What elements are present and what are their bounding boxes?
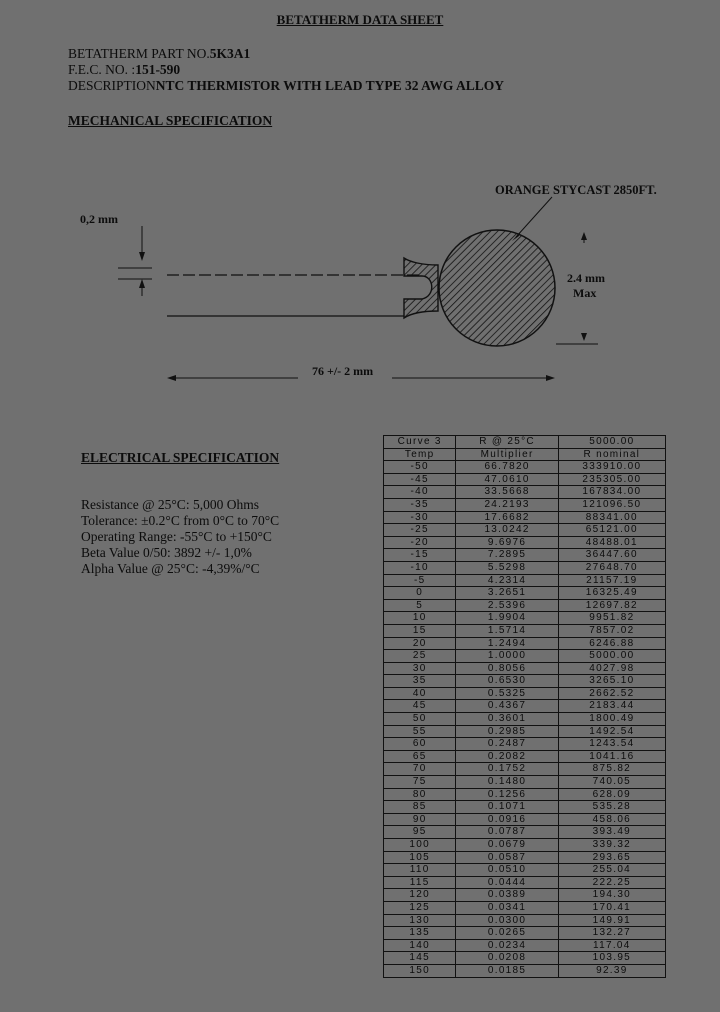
table-row	[384, 713, 666, 726]
table-row	[384, 813, 666, 826]
temp-cell: -50	[384, 461, 456, 474]
part-number-label: BETATHERM PART NO.	[68, 46, 210, 61]
column-header: Temp	[384, 448, 456, 461]
temp-cell: 145	[384, 952, 456, 965]
temp-cell: 55	[384, 725, 456, 738]
temp-cell: 120	[384, 889, 456, 902]
r-nominal-cell: 7857.02	[558, 624, 665, 637]
r-nominal-cell: 149.91	[558, 914, 665, 927]
table-row	[384, 864, 666, 877]
table-row	[384, 675, 666, 688]
r-nominal-cell: 393.49	[558, 826, 665, 839]
spec-operating-range: Operating Range: -55°C to +150°C	[81, 529, 272, 544]
multiplier-cell: 47.0610	[456, 473, 558, 486]
bead-diameter-note: Max	[573, 286, 597, 300]
temp-cell: 100	[384, 839, 456, 852]
multiplier-cell: 1.9904	[456, 612, 558, 625]
multiplier-cell: 0.0234	[456, 939, 558, 952]
table-row	[384, 662, 666, 675]
spec-beta-value: Beta Value 0/50: 3892 +/- 1,0%	[81, 545, 252, 560]
part-number-value: 5K3A1	[209, 46, 251, 61]
table-row	[384, 952, 666, 965]
multiplier-cell: 0.1480	[456, 776, 558, 789]
table-row	[384, 876, 666, 889]
lead-dimension-marks	[118, 226, 152, 296]
table-row	[384, 486, 666, 499]
r-nominal-cell: 65121.00	[558, 524, 665, 537]
r-nominal-cell: 16325.49	[558, 587, 665, 600]
r-nominal-cell: 88341.00	[558, 511, 665, 524]
table-row	[384, 927, 666, 940]
table-row	[384, 914, 666, 927]
page-title: BETATHERM DATA SHEET	[276, 12, 444, 27]
multiplier-cell: 0.1752	[456, 763, 558, 776]
r-nominal-cell: 27648.70	[558, 561, 665, 574]
multiplier-cell: 0.2985	[456, 725, 558, 738]
curve-cell: Curve 3	[384, 436, 456, 449]
table-row	[384, 788, 666, 801]
multiplier-cell: 0.0587	[456, 851, 558, 864]
temp-cell: 140	[384, 939, 456, 952]
r-nominal-cell: 12697.82	[558, 599, 665, 612]
multiplier-cell: 9.6976	[456, 536, 558, 549]
temp-cell: 5	[384, 599, 456, 612]
r-nominal-cell: 103.95	[558, 952, 665, 965]
table-row	[384, 561, 666, 574]
multiplier-cell: 0.0510	[456, 864, 558, 877]
r-nominal-cell: 293.65	[558, 851, 665, 864]
r-nominal-cell: 2662.52	[558, 687, 665, 700]
temp-cell: -5	[384, 574, 456, 587]
temp-cell: 15	[384, 624, 456, 637]
r-nominal-cell: 6246.88	[558, 637, 665, 650]
thermistor-bead	[404, 230, 555, 346]
multiplier-cell: 2.5396	[456, 599, 558, 612]
table-row	[384, 839, 666, 852]
table-row	[384, 511, 666, 524]
temp-cell: 150	[384, 964, 456, 977]
multiplier-cell: 0.6530	[456, 675, 558, 688]
r-nominal-cell: 535.28	[558, 801, 665, 814]
r25-label-cell: R @ 25°C	[456, 436, 558, 449]
coating-leader-line	[516, 197, 552, 237]
r-nominal-cell: 170.41	[558, 901, 665, 914]
temp-cell: -45	[384, 473, 456, 486]
multiplier-cell: 0.1071	[456, 801, 558, 814]
table-row	[384, 738, 666, 751]
table-row	[384, 826, 666, 839]
temp-cell: -35	[384, 498, 456, 511]
multiplier-cell: 0.1256	[456, 788, 558, 801]
column-header: R nominal	[558, 448, 665, 461]
description-value: NTC THERMISTOR WITH LEAD TYPE 32 AWG ALLOY	[155, 78, 504, 93]
r-nominal-cell: 333910.00	[558, 461, 665, 474]
multiplier-cell: 0.0389	[456, 889, 558, 902]
table-row	[384, 964, 666, 977]
r-nominal-cell: 3265.10	[558, 675, 665, 688]
table-row	[384, 461, 666, 474]
multiplier-cell: 0.0208	[456, 952, 558, 965]
r-nominal-cell: 117.04	[558, 939, 665, 952]
temp-cell: 115	[384, 876, 456, 889]
table-row	[384, 650, 666, 663]
multiplier-cell: 1.0000	[456, 650, 558, 663]
table-row	[384, 624, 666, 637]
temp-cell: -25	[384, 524, 456, 537]
table-row	[384, 612, 666, 625]
table-row	[384, 637, 666, 650]
r-nominal-cell: 339.32	[558, 839, 665, 852]
lead-diameter-label: 0,2 mm	[80, 212, 118, 226]
column-header: Multiplier	[456, 448, 558, 461]
temp-cell: 25	[384, 650, 456, 663]
multiplier-cell: 33.5668	[456, 486, 558, 499]
multiplier-cell: 66.7820	[456, 461, 558, 474]
temp-cell: 70	[384, 763, 456, 776]
table-header-row	[384, 448, 666, 461]
r-nominal-cell: 740.05	[558, 776, 665, 789]
multiplier-cell: 0.2487	[456, 738, 558, 751]
r-nominal-cell: 21157.19	[558, 574, 665, 587]
temp-cell: -10	[384, 561, 456, 574]
temp-cell: 0	[384, 587, 456, 600]
temp-cell: 90	[384, 813, 456, 826]
multiplier-cell: 0.8056	[456, 662, 558, 675]
coating-label: ORANGE STYCAST 2850FT.	[495, 183, 657, 197]
temp-cell: 35	[384, 675, 456, 688]
multiplier-cell: 0.0444	[456, 876, 558, 889]
multiplier-cell: 0.4367	[456, 700, 558, 713]
r-nominal-cell: 628.09	[558, 788, 665, 801]
r-nominal-cell: 132.27	[558, 927, 665, 940]
table-row	[384, 901, 666, 914]
lead-length-label: 76 +/- 2 mm	[312, 364, 374, 378]
electrical-heading: ELECTRICAL SPECIFICATION	[81, 450, 280, 465]
table-row	[384, 473, 666, 486]
r-nominal-cell: 1243.54	[558, 738, 665, 751]
multiplier-cell: 1.2494	[456, 637, 558, 650]
temp-cell: 125	[384, 901, 456, 914]
temp-cell: -40	[384, 486, 456, 499]
r-nominal-cell: 255.04	[558, 864, 665, 877]
temp-cell: -20	[384, 536, 456, 549]
temp-cell: 85	[384, 801, 456, 814]
multiplier-cell: 24.2193	[456, 498, 558, 511]
temp-cell: 130	[384, 914, 456, 927]
mechanical-heading: MECHANICAL SPECIFICATION	[68, 113, 273, 128]
r-nominal-cell: 1041.16	[558, 750, 665, 763]
temp-cell: 30	[384, 662, 456, 675]
temp-cell: 60	[384, 738, 456, 751]
table-row	[384, 599, 666, 612]
multiplier-cell: 0.3601	[456, 713, 558, 726]
temp-cell: 75	[384, 776, 456, 789]
r-nominal-cell: 48488.01	[558, 536, 665, 549]
resistance-table	[383, 435, 666, 978]
multiplier-cell: 3.2651	[456, 587, 558, 600]
r25-value-cell: 5000.00	[558, 436, 665, 449]
multiplier-cell: 0.5325	[456, 687, 558, 700]
spec-alpha-value: Alpha Value @ 25°C: -4,39%/°C	[81, 561, 260, 576]
table-row	[384, 700, 666, 713]
table-row	[384, 939, 666, 952]
table-row	[384, 776, 666, 789]
multiplier-cell: 13.0242	[456, 524, 558, 537]
fec-number-value: 151-590	[135, 62, 181, 77]
table-row	[384, 763, 666, 776]
spec-tolerance: Tolerance: ±0.2°C from 0°C to 70°C	[81, 513, 280, 528]
temp-cell: 95	[384, 826, 456, 839]
temp-cell: 10	[384, 612, 456, 625]
temp-cell: 40	[384, 687, 456, 700]
temp-cell: 110	[384, 864, 456, 877]
temp-cell: 45	[384, 700, 456, 713]
multiplier-cell: 0.0679	[456, 839, 558, 852]
spec-resistance: Resistance @ 25°C: 5,000 Ohms	[81, 497, 259, 512]
multiplier-cell: 0.2082	[456, 750, 558, 763]
table-row	[384, 687, 666, 700]
r-nominal-cell: 1800.49	[558, 713, 665, 726]
table-row	[384, 801, 666, 814]
table-row	[384, 536, 666, 549]
table-row	[384, 549, 666, 562]
table-row	[384, 524, 666, 537]
multiplier-cell: 4.2314	[456, 574, 558, 587]
table-row	[384, 750, 666, 763]
table-row	[384, 587, 666, 600]
multiplier-cell: 0.0300	[456, 914, 558, 927]
multiplier-cell: 5.5298	[456, 561, 558, 574]
r-nominal-cell: 36447.60	[558, 549, 665, 562]
r-nominal-cell: 4027.98	[558, 662, 665, 675]
temp-cell: 80	[384, 788, 456, 801]
multiplier-cell: 0.0185	[456, 964, 558, 977]
temp-cell: 105	[384, 851, 456, 864]
table-row	[384, 574, 666, 587]
r-nominal-cell: 1492.54	[558, 725, 665, 738]
temp-cell: 50	[384, 713, 456, 726]
r-nominal-cell: 92.39	[558, 964, 665, 977]
temp-cell: 135	[384, 927, 456, 940]
fec-number-label: F.E.C. NO. :	[68, 62, 136, 77]
multiplier-cell: 7.2895	[456, 549, 558, 562]
r-nominal-cell: 235305.00	[558, 473, 665, 486]
table-row	[384, 889, 666, 902]
multiplier-cell: 1.5714	[456, 624, 558, 637]
temp-cell: -15	[384, 549, 456, 562]
table-row	[384, 498, 666, 511]
temp-cell: -30	[384, 511, 456, 524]
multiplier-cell: 0.0341	[456, 901, 558, 914]
multiplier-cell: 0.0916	[456, 813, 558, 826]
r-nominal-cell: 121096.50	[558, 498, 665, 511]
temp-cell: 65	[384, 750, 456, 763]
table-top-row	[384, 436, 666, 449]
bead-diameter-label: 2.4 mm	[567, 271, 605, 285]
multiplier-cell: 0.0265	[456, 927, 558, 940]
r-nominal-cell: 875.82	[558, 763, 665, 776]
r-nominal-cell: 458.06	[558, 813, 665, 826]
r-nominal-cell: 9951.82	[558, 612, 665, 625]
temp-cell: 20	[384, 637, 456, 650]
r-nominal-cell: 222.25	[558, 876, 665, 889]
r-nominal-cell: 2183.44	[558, 700, 665, 713]
description-label: DESCRIPTION	[68, 78, 156, 93]
r-nominal-cell: 194.30	[558, 889, 665, 902]
multiplier-cell: 17.6682	[456, 511, 558, 524]
r-nominal-cell: 5000.00	[558, 650, 665, 663]
table-row	[384, 725, 666, 738]
table-row	[384, 851, 666, 864]
multiplier-cell: 0.0787	[456, 826, 558, 839]
r-nominal-cell: 167834.00	[558, 486, 665, 499]
